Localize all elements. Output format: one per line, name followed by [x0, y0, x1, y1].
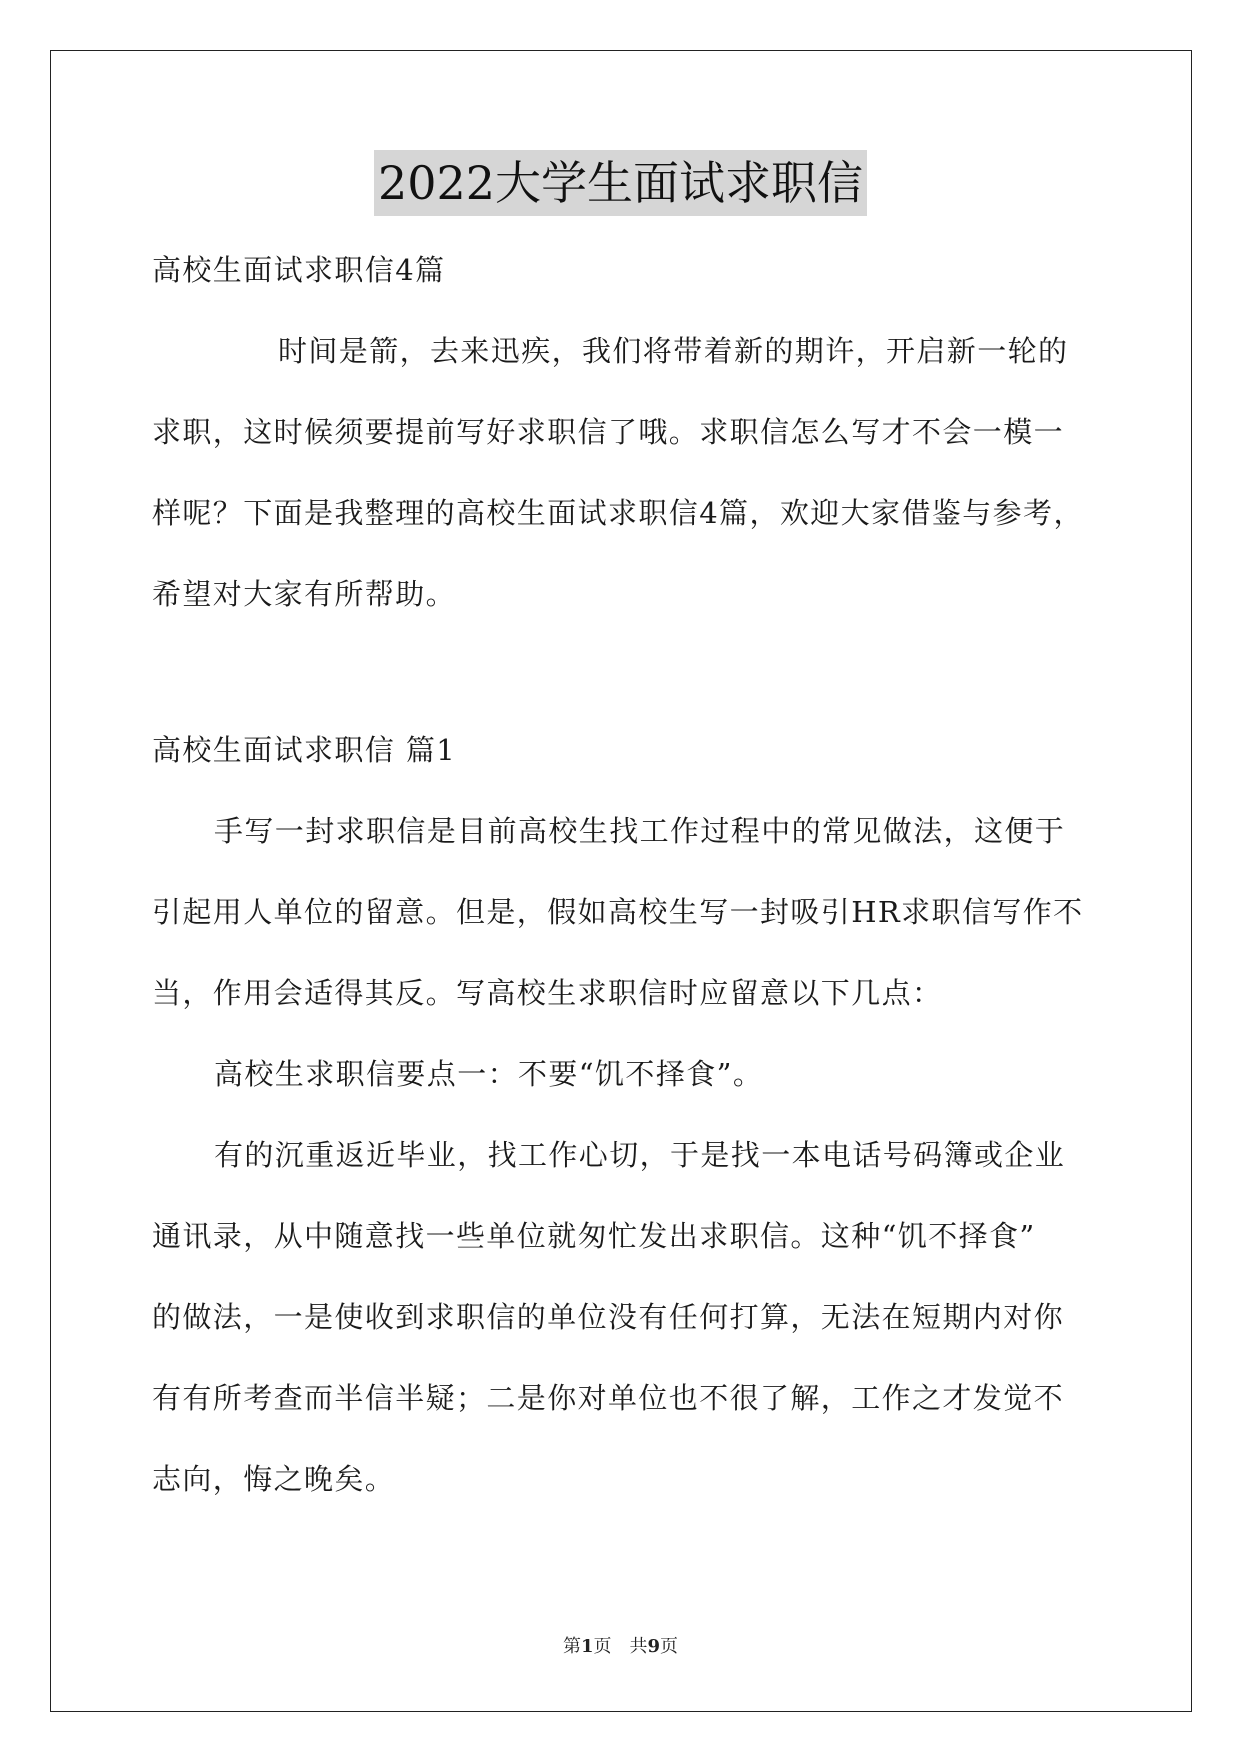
- paragraph-line: 手写一封求职信是目前高校生找工作过程中的常见做法，这便于: [214, 814, 1066, 848]
- section-gap: [152, 635, 1092, 710]
- document-subtitle: 高校生面试求职信4篇: [152, 253, 446, 287]
- current-page-number: 1: [580, 1636, 594, 1657]
- paragraph-line: 当，作用会适得其反。写高校生求职信时应留意以下几点：: [152, 976, 943, 1010]
- paragraph-line: 通讯录，从中随意找一些单位就匆忙发出求职信。这种“饥不择食”: [152, 1219, 1036, 1253]
- paragraph-line: 有有所考查而半信半疑；二是你对单位也不很了解，工作之才发觉不: [152, 1381, 1065, 1415]
- page-footer: [0, 1632, 1241, 1658]
- footer-prefix: 第: [562, 1636, 581, 1657]
- document-body: [152, 230, 1092, 1520]
- intro-line: 时间是箭，去来迅疾，我们将带着新的期许，开启新一轮的: [278, 334, 1069, 368]
- intro-line: 求职，这时候须要提前写好求职信了哦。求职信怎么写才不会一模一: [152, 415, 1065, 449]
- point-heading: 高校生求职信要点一：不要“饥不择食”。: [214, 1057, 764, 1091]
- paragraph-line: 引起用人单位的留意。但是，假如高校生写一封吸引HR求职信写作不: [152, 895, 1084, 929]
- total-page-number: 9: [647, 1636, 661, 1657]
- paragraph-line: 有的沉重返近毕业，找工作心切，于是找一本电话号码簿或企业: [214, 1138, 1066, 1172]
- title-container: [0, 150, 1241, 216]
- footer-suffix: 页: [660, 1636, 679, 1657]
- section-heading: 高校生面试求职信 篇1: [152, 733, 457, 767]
- intro-line: 希望对大家有所帮助。: [152, 577, 457, 611]
- paragraph-line: 的做法，一是使收到求职信的单位没有任何打算，无法在短期内对你: [152, 1300, 1065, 1334]
- footer-mid: 页 共: [593, 1636, 648, 1657]
- intro-line: 样呢？下面是我整理的高校生面试求职信4篇，欢迎大家借鉴与参考，: [152, 496, 1084, 530]
- paragraph-line: 志向，悔之晚矣。: [152, 1462, 396, 1496]
- document-title: 2022大学生面试求职信: [374, 150, 867, 216]
